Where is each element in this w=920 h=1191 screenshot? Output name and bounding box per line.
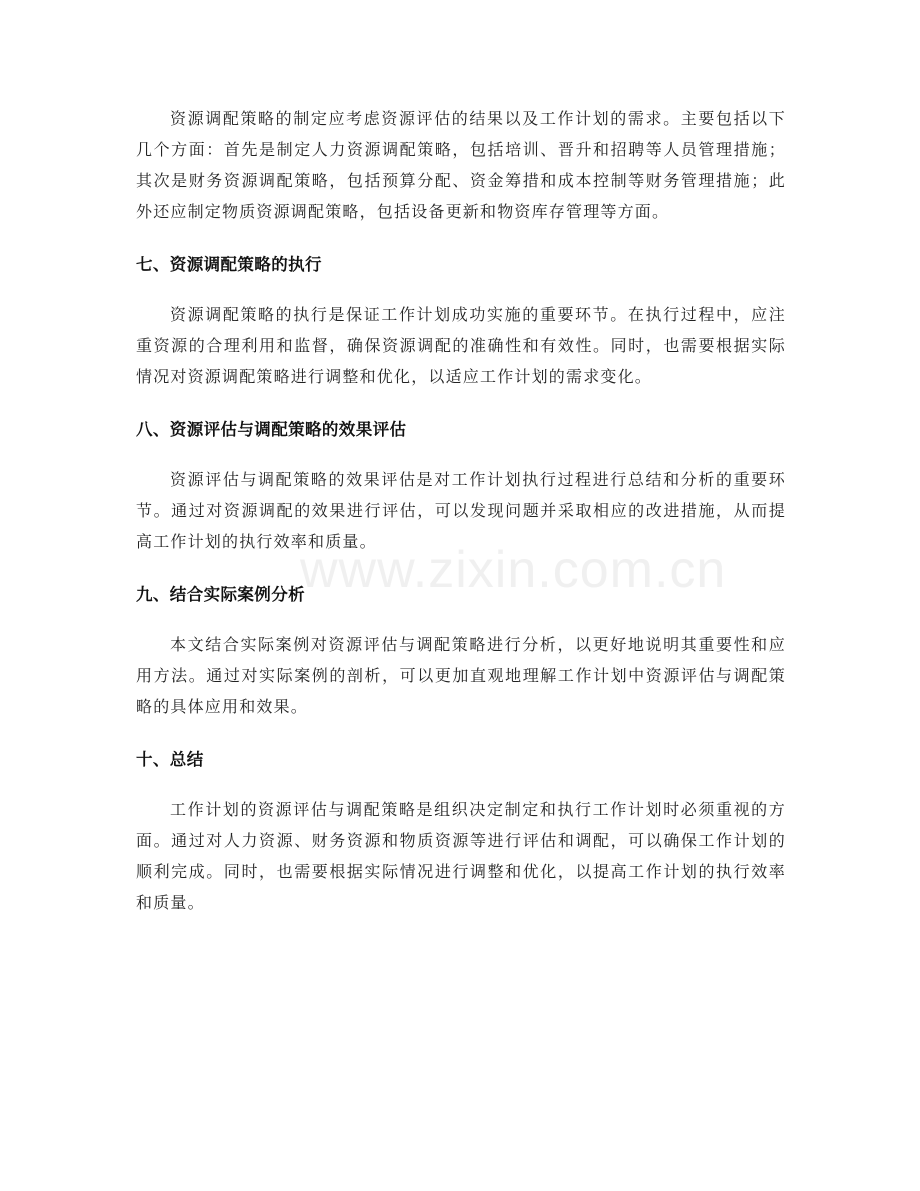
spacer xyxy=(136,722,786,746)
spacer xyxy=(136,227,786,251)
section-heading-7: 七、资源调配策略的执行 xyxy=(136,255,322,274)
section-paragraph-10: 工作计划的资源评估与调配策略是组织决定制定和执行工作计划时必须重视的方面。通过对人力资源、财务资源和物质资源等进行评估和调配，可以确保工作计划的顺利完成。同时，也需要根据实际情况进行调整和优化，以提高工作计划的执行效率和质量。 xyxy=(136,800,786,912)
intro-paragraph: 资源调配策略的制定应考虑资源评估的结果以及工作计划的需求。主要包括以下几个方面：首先是制定人力资源调配策略，包括培训、晋升和招聘等人员管理措施；其次是财务资源调配策略，包括预算分配、资金筹措和成本控制等财务管理措施；此外还应制定物质资源调配策略，包括设备更新和物资库存管理等方面。 xyxy=(136,109,786,221)
spacer xyxy=(136,609,786,629)
section-paragraph-9: 本文结合实际案例对资源评估与调配策略进行分析，以更好地说明其重要性和应用方法。通过对实际案例的剖析，可以更加直观地理解工作计划中资源评估与调配策略的具体应用和效果。 xyxy=(136,635,786,716)
spacer xyxy=(136,444,786,464)
document-body xyxy=(136,103,786,918)
watermark: www.zixin.com.cn xyxy=(300,541,727,599)
section-heading-9: 九、结合实际案例分析 xyxy=(136,585,305,604)
section-paragraph-8: 资源评估与调配策略的效果评估是对工作计划执行过程进行总结和分析的重要环节。通过对资源调配的效果进行评估，可以发现问题并采取相应的改进措施，从而提高工作计划的执行效率和质量。 xyxy=(136,470,786,551)
spacer xyxy=(136,774,786,794)
section-paragraph-7: 资源调配策略的执行是保证工作计划成功实施的重要环节。在执行过程中，应注重资源的合理利用和监督，确保资源调配的准确性和有效性。同时，也需要根据实际情况对资源调配策略进行调整和优化，以适应工作计划的需求变化。 xyxy=(136,305,786,386)
spacer xyxy=(136,279,786,299)
section-heading-10: 十、总结 xyxy=(136,750,204,769)
spacer xyxy=(136,392,786,416)
section-heading-8: 八、资源评估与调配策略的效果评估 xyxy=(136,420,407,439)
spacer xyxy=(136,557,786,581)
